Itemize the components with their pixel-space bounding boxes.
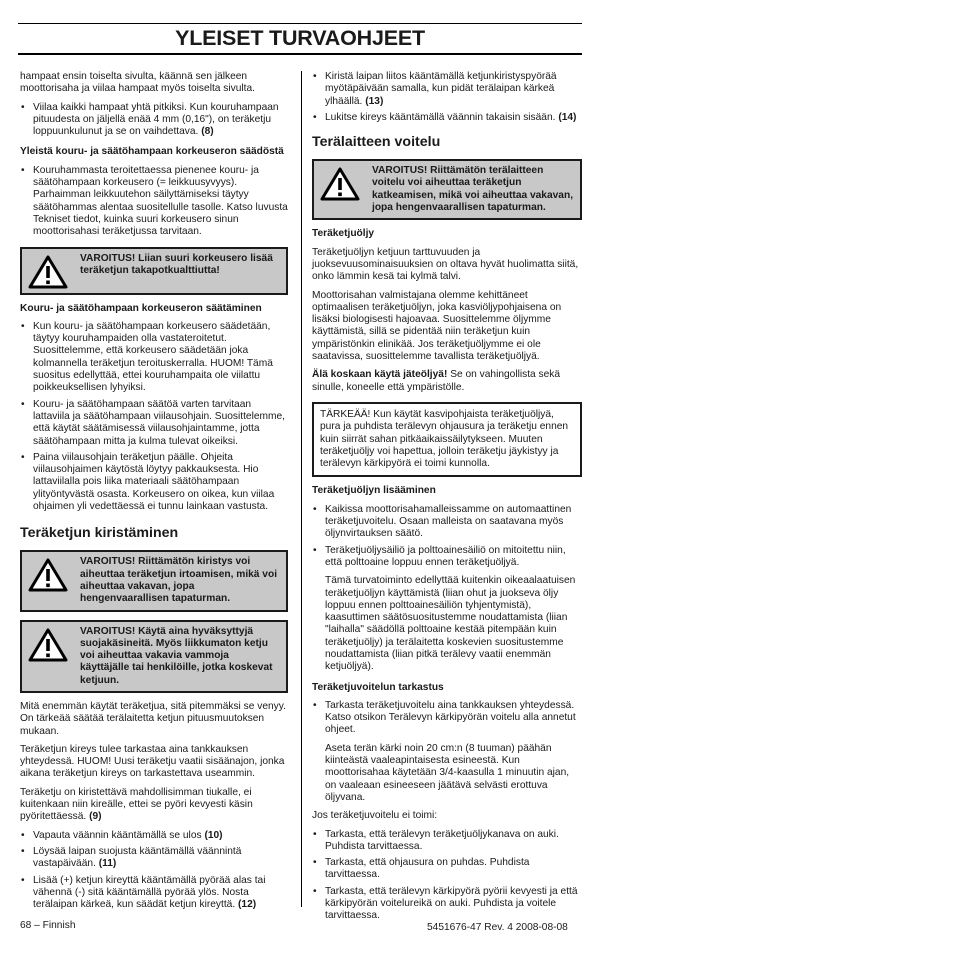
paragraph: hampaat ensin toiselta sivulta, käännä sen jälkeen moottorisaha ja viilaa hampaat myös toiselta sivulta. — [20, 71, 255, 95]
list-item: • Paina viilausohjain teräketjun päälle. Ohjeita viilausohjaimen käytöstä löytyy pakkauksesta. Hio lattaviilalla pois liika materiaali säätöhampaan ylityöntyvästä osasta. Korkeusero on oikea, kun viilaa ohjaimen yli vedettäessä ei tunnu lainkaan vastusta. — [20, 452, 288, 513]
section-heading: Teräketjun kiristäminen — [20, 525, 179, 542]
warning-triangle-icon — [28, 556, 80, 605]
header-rule-bottom — [18, 53, 582, 55]
warning-triangle-icon — [28, 253, 80, 289]
warning-text: VAROITUS! Riittämätön kiristys voi aiheuttaa teräketjun irtoamisen, mikä voi aiheuttaa vakavan, jopa hengenvaarallisen tapaturman. — [80, 556, 278, 605]
figure-ref: (9) — [89, 811, 102, 823]
bullet-list — [312, 504, 582, 674]
list-item-continuation: Aseta terän kärki noin 20 cm:n (8 tuuman) päähän kiinteästä vaaleapintaisesta esineestä. Kun moottorisahaa käytetään 3/4-kaasulla 1 minuutin ajan, on vaaleaan esineeseen jäätävä selvästi erottuva öljyvana. — [325, 742, 570, 803]
warning-box — [20, 550, 288, 611]
warning-text: VAROITUS! Käytä aina hyväksyttyjä suojakäsineitä. Myös liikkumaton ketju voi aiheuttaa vakavia vammoja käyttäjälle tai henkilöille, jotka koskevat ketjuun. — [80, 625, 273, 686]
warning-text: VAROITUS! Riittämätön terälaitteen voitelu voi aiheuttaa teräketjun katkeamisen, mikä voi aiheuttaa vakavan, jopa hengenvaarallisen tapaturman. — [372, 165, 574, 214]
paragraph: Moottorisahan valmistajana olemme kehittäneet optimaalisen teräketjuöljyn, joka kasviöljypohjaisena on lisäksi biologisesti hajoavaa. Suosittelemme öljymme käyttämistä, sillä se pidentää niin teräketjun kuin ympäristönkin elinikää. Jos teräketjuöljymme ei ole saatavissa, suosittelemme tavallista teräketjuöljyä. — [312, 289, 562, 363]
subheading: Kouru- ja säätöhampaan korkeuseron säätäminen — [20, 302, 262, 314]
page-title: YLEISET TURVAOHJEET — [175, 26, 425, 50]
list-item: • Kiristä laipan liitos kääntämällä ketjunkiristyspyörää myötäpäivään samalla, kun pidät terälaipan kärkeä ylhäällä. (13) — [312, 71, 582, 108]
paragraph: Jos teräketjuvoitelu ei toimi: — [312, 810, 438, 822]
page-number: 68 – Finnish — [20, 920, 76, 931]
warning-box — [20, 247, 288, 295]
figure-ref: (14) — [558, 111, 577, 123]
list-item: • Teräketjuöljysäiliö ja polttoainesäiliö on mitoitettu niin, että polttoaine loppuu ennen teräketjuöljyä. Tämä turvatoiminto edellyttää kuitenkin oikeaalaatuisen teräketjuöljyn käyttämistä (liian ohut ja juokseva öljy loppuu ennen polttoainesäiliön tyhjentymistä), kaasuttimen säätösuositustemme noudattamista (liian "laihalla" säädöllä polttoaine kestää pitempään kuin teräketjuöljy) ja terälaitetta koskevien suositustemme noudattamista (liian pitkä terälevy vaatii enemmän ketjuöljyä). — [312, 545, 582, 674]
bullet-list — [20, 830, 288, 912]
figure-ref: (13) — [365, 95, 384, 107]
figure-ref: (8) — [201, 126, 214, 138]
paragraph: Teräketjun kireys tulee tarkastaa aina tankkauksen yhteydessä. HUOM! Uusi teräketju vaatii sisäänajon, jonka aikana teräketjun kireys on tarkastettava useammin. — [20, 743, 285, 780]
bullet-list — [312, 829, 582, 923]
list-item: • Tarkasta, että ohjausura on puhdas. Puhdista tarvittaessa. — [312, 857, 582, 882]
warning-box — [20, 620, 288, 693]
important-note-box: TÄRKEÄÄ! Kun käytät kasvipohjaista teräketjuöljyä, pura ja puhdista terälevyn ohjausura ja teräketju ennen kuin siirrät sahan pitkäaikaissäilytykseen. Muuten teräketjuöljy voi hapettua, jolloin teräketju jäykistyy ja terälevyn kärkipyörä ei toimi kunnolla. — [312, 402, 582, 477]
subheading: Yleistä kouru- ja säätöhampaan korkeuseron säädöstä — [20, 146, 284, 158]
bold-warning-text: Älä koskaan käytä jäteöljyä! — [312, 369, 448, 381]
subheading: Teräketjuvoitelun tarkastus — [312, 681, 444, 693]
list-item: • Tarkasta, että terälevyn teräketjuöljykanava on auki. Puhdista tarvittaessa. — [312, 829, 582, 854]
list-item: • Kaikissa moottorisahamalleissamme on automaattinen teräketjuvoitelu. Osaan malleista on saatavana myös öljynvirtauksen säätö. — [312, 504, 582, 541]
figure-ref: (11) — [98, 858, 117, 870]
list-item: • Tarkasta teräketjuvoitelu aina tankkauksen yhteydessä. Katso otsikon Terälevyn kärkipyörän voitelu alla annetut ohjeet. Aseta terän kärki noin 20 cm:n (8 tuuman) päähän kiinteästä vaaleapintaisesta esineestä. Kun moottorisahaa käytetään 3/4-kaasulla 1 minuutin ajan, on vaaleaan esineeseen jäätävä selvästi erottuva öljyvana. — [312, 700, 582, 804]
warning-triangle-icon — [320, 165, 372, 214]
list-item: • Kouruhammasta teroitettaessa pienenee kouru- ja säätöhampaan korkeusero (= leikkuusyvyys). Parhaimman leikkuutehon säilyttämiseksi täytyy säätöhammas alentaa suositellulle tasolle. Katso luvusta Tekniset tiedot, kuinka suuri korkeusero sinun moottorisahasi teräketjussa tarvitaan. — [20, 165, 288, 239]
figure-ref: (12) — [238, 899, 257, 911]
list-item: • Löysää laipan suojusta kääntämällä väännintä vastapäivään. (11) — [20, 846, 288, 871]
bullet-list — [20, 321, 288, 513]
subheading: Teräketjuöljyn lisääminen — [312, 485, 436, 497]
bullet-list — [20, 102, 288, 139]
paragraph: Teräketju on kiristettävä mahdollisimman tiukalle, ei kuitenkaan niin kireälle, ettei se pyöri kevyesti käsin pyöritettäessä. (9) — [20, 786, 253, 823]
warning-text: VAROITUS! Liian suuri korkeusero lisää teräketjun takapotkualttiutta! — [80, 252, 273, 276]
bullet-list — [312, 71, 582, 124]
bullet-list — [20, 165, 288, 239]
figure-ref: (10) — [204, 829, 223, 841]
paragraph: Mitä enemmän käytät teräketjua, sitä pitemmäksi se venyy. On tärkeää säätää terälaitetta ketjun pituusmuutoksen mukaan. — [20, 700, 286, 737]
right-column — [312, 71, 582, 929]
left-column — [20, 71, 288, 917]
list-item: • Kouru- ja säätöhampaan säätöä varten tarvitaan lattaviila ja säätöhampaan viilausohjain. Suosittelemme, että käytät säätämisessä viilausohjaintamme, jotta säätöhampaan mitta ja kulma tulevat oikeiksi. — [20, 399, 288, 448]
subheading: Teräketjuöljy — [312, 228, 375, 240]
paragraph: Teräketjuöljyn ketjuun tarttuvuuden ja juoksevuusominaisuuksien on oltava hyvät huolimatta siitä, onko lämmin kesä tai kylmä talvi. — [312, 246, 579, 283]
list-item: • Viilaa kaikki hampaat yhtä pitkiksi. Kun kouruhampaan pituudesta on jäljellä enää 4 mm (0,16"), on teräketju loppuunkulunut ja se on vaihdettava. (8) — [20, 102, 288, 139]
list-item: • Vapauta väännin kääntämällä se ulos (10) — [20, 830, 288, 842]
list-item: • Tarkasta, että terälevyn kärkipyörä pyörii kevyesti ja että kärkipyörän voitelureikä on auki. Puhdista ja voitele tarvittaessa. — [312, 886, 582, 923]
column-divider — [301, 71, 302, 907]
warning-box — [312, 159, 582, 220]
list-item: • Lisää (+) ketjun kireyttä kääntämällä pyörää alas tai vähennä (-) sitä kääntämällä pyörää ylös. Nosta terälaipan kärkeä, kun säädät ketjun kireyttä. (12) — [20, 875, 288, 912]
list-item: • Lukitse kireys kääntämällä väännin takaisin sisään. (14) — [312, 112, 582, 124]
list-item: • Kun kouru- ja säätöhampaan korkeusero säädetään, täytyy kouruhampaiden olla vastateroitetut. Suosittelemme, että korkeusero säädetään joka kolmannella teräketjun teroituskerralla. HUOM! Tämä suositus edellyttää, ettei kouruhampaita ole viilattu poikkeuksellisen lyhyiksi. — [20, 321, 288, 395]
section-heading: Terälaitteen voitelu — [312, 134, 441, 151]
bullet-list — [312, 700, 582, 804]
paragraph: Älä koskaan käytä jäteöljyä! Se on vahingollista sekä sinulle, koneelle että ympäristölle. — [312, 369, 561, 393]
warning-triangle-icon — [28, 626, 80, 687]
document-reference: 5451676-47 Rev. 4 2008-08-08 — [427, 922, 568, 933]
list-item-continuation: Tämä turvatoiminto edellyttää kuitenkin oikeaalaatuisen teräketjuöljyn käyttämistä (liian ohut ja juokseva öljy loppuu ennen polttoainesäiliön tyhjentymistä), kaasuttimen säätösuositustemme noudattamista (liian "laihalla" säädöllä polttoaine kestää pitempään kuin teräketjuöljy) ja terälaitetta koskevien suositustemme noudattamista (liian pitkä terälevy vaatii enemmän ketjuöljyä). — [325, 575, 576, 673]
